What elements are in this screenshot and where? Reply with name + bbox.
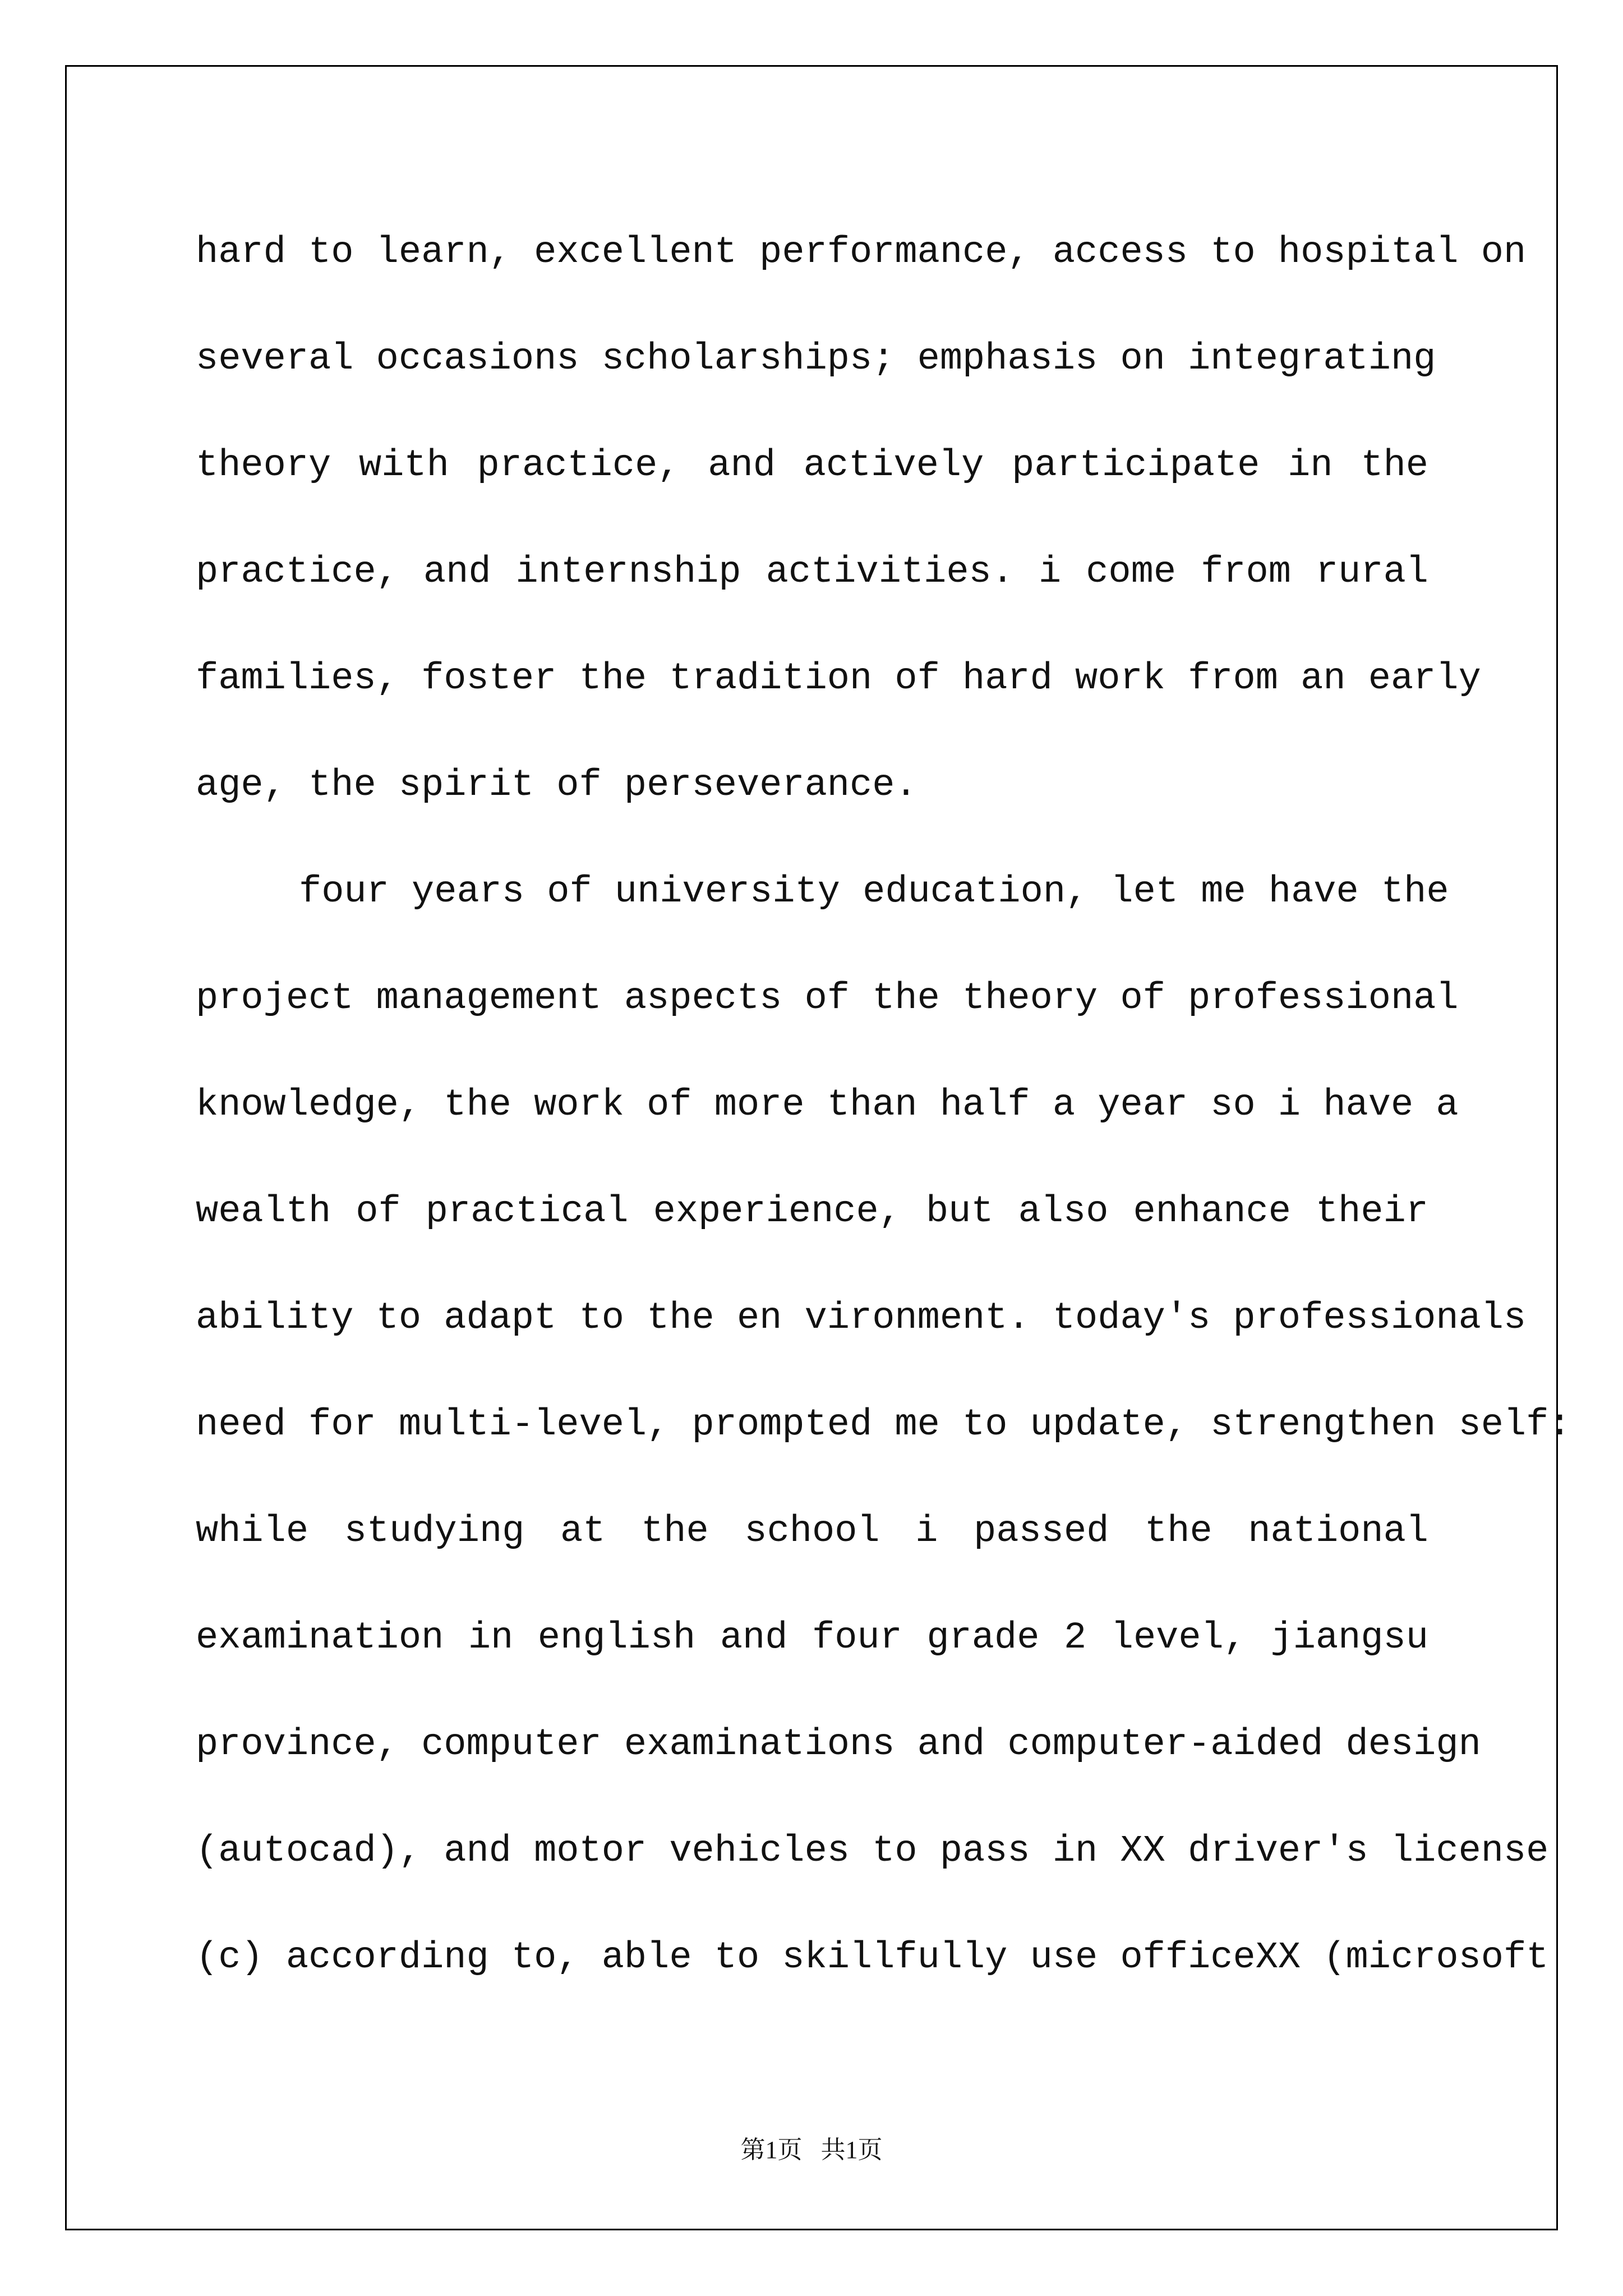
text-line: families, foster the tradition of hard work from an early bbox=[196, 657, 1481, 700]
text-line: (autocad), and motor vehicles to pass in XX driver's license bbox=[196, 1830, 1549, 1872]
page-footer bbox=[0, 2129, 1623, 2165]
text-line: need for multi-level, prompted me to update, strengthen self: bbox=[196, 1404, 1571, 1446]
text-line: examination in english and four grade 2 level, jiangsu bbox=[196, 1617, 1428, 1659]
document-body bbox=[196, 216, 1571, 2028]
text-line: age, the spirit of perseverance. bbox=[196, 764, 917, 807]
text-line: province, computer examinations and computer-aided design bbox=[196, 1723, 1481, 1766]
text-line: practice, and internship activities. i come from rural bbox=[196, 551, 1428, 593]
text-line: theory with practice, and actively participate in the bbox=[196, 444, 1428, 487]
text-line: hard to learn, excellent performance, access to hospital on bbox=[196, 231, 1527, 274]
text-line: (c) according to, able to skillfully use officeXX (microsoft bbox=[196, 1936, 1549, 1979]
text-line: project management aspects of the theory of professional bbox=[196, 977, 1459, 1020]
text-line: ability to adapt to the en vironment. today's professionals bbox=[196, 1297, 1527, 1340]
text-line: knowledge, the work of more than half a year so i have a bbox=[196, 1084, 1459, 1126]
text-line: four years of university education, let me have the bbox=[299, 871, 1449, 913]
page-number-total: 共1页 bbox=[820, 2136, 883, 2164]
text-line: wealth of practical experience, but also enhance their bbox=[196, 1190, 1428, 1233]
page-number-current: 第1页 bbox=[740, 2136, 803, 2164]
text-line: while studying at the school i passed the national bbox=[196, 1510, 1428, 1553]
text-line: several occasions scholarships; emphasis on integrating bbox=[196, 338, 1436, 380]
